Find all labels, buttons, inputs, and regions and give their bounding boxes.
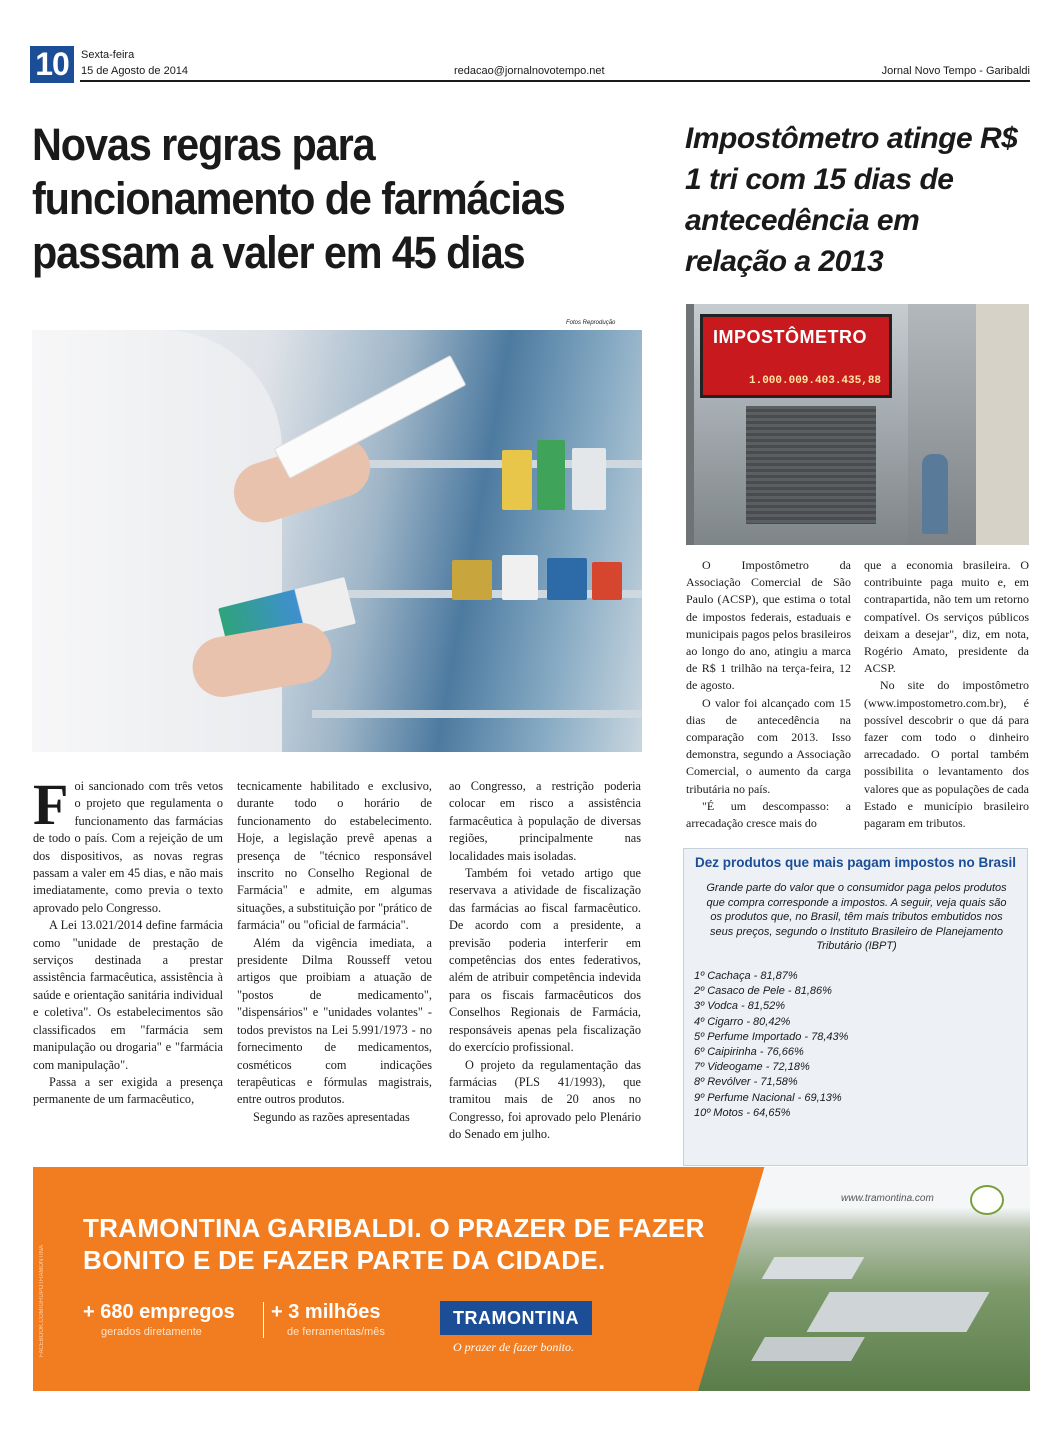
list-item: 6º Caipirinha - 76,66% <box>694 1046 804 1059</box>
product-list <box>694 969 848 1121</box>
photo-shelf <box>312 710 642 718</box>
header-date: 15 de Agosto de 2014 <box>81 65 189 77</box>
page-number: 10 <box>30 46 74 83</box>
photo-roof <box>762 1257 865 1279</box>
side-article-paragraph: No site do impostômetro (www.impostometro.com.br), é possível descobrir o que dá para fazer com todo o dinheiro arrecadado. O portal também possibilita o levantamento dos valores que as populações de cada Estado e município brasileiro pagaram em tributos. <box>864 678 1029 831</box>
list-item: 7º Videogame - 72,18% <box>694 1061 810 1074</box>
side-article-column-2 <box>864 557 1029 832</box>
list-item: 3º Vodca - 81,52% <box>694 1000 786 1013</box>
tramontina-ad[interactable] <box>33 1167 1030 1391</box>
main-article-paragraph: ao Congresso, a restrição poderia colocar em risco a assistência farmacêutica à população de diversas regiões, principalmente nas localidades mais isoladas. <box>449 779 641 863</box>
photo-credit: Fotos Reprodução <box>566 320 616 326</box>
box-intro: Grande parte do valor que o consumidor paga pelos produtos que compra corresponde a impostos. A seguir, veja quais são os produtos que, no Brasil, têm mais tributos embutidos nos seus preços, segundo o Instituto Brasileiro de Planejamento Tributário (IBPT) <box>706 882 1007 952</box>
ad-stat-value: + 680 empregos <box>83 1301 235 1323</box>
ad-stat-caption: de ferramentas/mês <box>287 1326 385 1338</box>
photo-product <box>502 450 532 510</box>
main-headline: Novas regras para funcionamento de farmácias passam a valer em 45 dias <box>32 119 565 278</box>
main-article-column-2 <box>237 778 432 1126</box>
photo-roof <box>751 1337 865 1361</box>
header-paper-name: Jornal Novo Tempo - Garibaldi <box>881 65 1030 77</box>
photo-shutter <box>746 406 876 524</box>
ad-stat-divider <box>263 1302 264 1338</box>
side-headline: Impostômetro atinge R$ 1 tri com 15 dias de antecedência em relação a 2013 <box>685 122 1018 278</box>
tramontina-logo[interactable]: TRAMONTINA <box>440 1301 592 1335</box>
impostometro-photo <box>686 304 1029 545</box>
list-item: 5º Perfume Importado - 78,43% <box>694 1030 849 1043</box>
side-article-column-1 <box>686 557 851 832</box>
side-article-paragraph: "É um descompasso: a arrecadação cresce mais do <box>686 798 851 831</box>
main-article-column-3 <box>449 778 641 1144</box>
ad-url-link[interactable]: www.tramontina.com <box>841 1193 934 1204</box>
photo-product <box>502 555 538 600</box>
side-article-paragraph: que a economia brasileira. O contribuinte paga muito e, em contrapartida, não tem um retorno compatível. Os serviços públicos deixam a desejar", diz, em nota, Rogério Amato, presidente da ACSP. <box>864 558 1029 676</box>
side-article-paragraph: O Impostômetro da Associação Comercial de São Paulo (ACSP), que estima o total de impostos federais, estaduais e municipais pagos pelos brasileiros ao longo do ano, atingiu a marca de R$ 1 trilhão na terça-feira, 12 de agosto. <box>686 558 851 693</box>
impostometro-panel <box>700 314 892 398</box>
main-article-column-1 <box>33 772 223 1109</box>
main-article-paragraph: O projeto da regulamentação das farmácias (PLS 41/1993), que tramitou mais de 20 anos no Congresso, foi aprovado pelo Plenário do Senado em julho. <box>449 1057 641 1142</box>
top-ten-box <box>683 848 1028 1166</box>
ad-tagline: O prazer de fazer bonito. <box>453 1340 574 1354</box>
photo-product <box>452 560 492 600</box>
side-article-paragraph: O valor foi alcançado com 15 dias de antecedência na comparação com 2013. Isso demonstra, segundo a Associação Comercial, o aumento da carga tributária no país. <box>686 695 851 796</box>
page-header <box>30 46 1030 84</box>
box-title: Dez produtos que mais pagam impostos no Brasil <box>694 855 1017 870</box>
photo-product <box>592 562 622 600</box>
header-divider <box>80 80 1030 82</box>
header-email-link[interactable]: redacao@jornalnovotempo.net <box>454 65 605 77</box>
photo-product <box>547 558 587 600</box>
photo-roof <box>806 1292 989 1332</box>
list-item: 1º Cachaça - 81,87% <box>694 970 798 982</box>
list-item: 10º Motos - 64,65% <box>694 1106 791 1119</box>
panel-title: IMPOSTÔMETRO <box>713 327 867 347</box>
list-item: 9º Perfume Nacional - 69,13% <box>694 1091 842 1104</box>
pharmacy-photo <box>32 330 642 752</box>
ad-stat-value: + 3 milhões <box>271 1301 381 1323</box>
main-article-paragraph: Além da vigência imediata, a presidente Dilma Rousseff vetou artigos que proibiam a atuação de "postos de medicamento", "dispensários" e "unidades volantes" - todos previstos na Lei 5.991/1973 - no fornecimento de medicamentos, cosméticos com indicações terapêuticas e fórmulas magistrais, entre outros produtos. <box>237 935 432 1107</box>
ad-headline-line: TRAMONTINA GARIBALDI. O PRAZER DE FAZER <box>83 1213 705 1243</box>
photo-building <box>976 304 1029 545</box>
photo-product <box>537 440 565 510</box>
list-item: 4º Cigarro - 80,42% <box>694 1015 791 1028</box>
ad-stat-jobs <box>83 1301 235 1338</box>
main-article-paragraph: oi sancionado com três vetos o projeto que regulamenta o funcionamento das farmácias de todo o país. Com a rejeição de um dos dispositivos, as novas regras passam a valer em 45 dias, e não mais imediatamente, como previa o texto aprovado pelo Congresso. <box>33 779 223 915</box>
photo-product <box>572 448 606 510</box>
drop-cap: F <box>33 772 69 837</box>
main-article-paragraph: Segundo as razões apresentadas <box>253 1109 410 1124</box>
main-article-paragraph: A Lei 13.021/2014 define farmácia como "unidade de prestação de serviços destinada a prestar assistência farmacêutica, assistência à saúde e orientação sanitária individual e coletiva". Os estabelecimentos são classificados em "farmácia sem manipulação ou drogaria" e "farmácia com manipulação". <box>33 918 223 1072</box>
header-day: Sexta-feira <box>81 49 135 61</box>
seal-icon <box>970 1185 1004 1215</box>
ad-headline-line: BONITO E DE FAZER PARTE DA CIDADE. <box>83 1245 606 1275</box>
main-article-paragraph: tecnicamente habilitado e exclusivo, durante todo o horário de funcionamento do estabelecimento. Hoje, a legislação prevê apenas a presença de "técnico responsável inscrito no Conselho Regional de Farmácia" e admite, em algumas situações, a substituição por "prático de farmácia" ou "oficial de farmácia". <box>237 779 432 933</box>
photo-pedestrian <box>922 454 948 534</box>
ad-side-text: FACEBOOK.COM/GRUPOTRAMONTINA <box>39 1244 45 1357</box>
ad-headline <box>83 1212 743 1276</box>
photo-building <box>686 304 694 545</box>
panel-counter: 1.000.009.403.435,88 <box>749 375 882 387</box>
main-article-paragraph: Também foi vetado artigo que reservava a atividade de fiscalização das farmácias ao fiscal farmacêutico. De acordo com a presidente, a previsão poderia interferir em competências dos entes federativos, além de atribuir competência indevida para os fiscais farmacêuticos dos Conselhos Regionais de Farmácia, responsáveis apenas pela fiscalização do exercício profissional. <box>449 866 641 1055</box>
ad-stat-tools <box>271 1301 385 1338</box>
list-item: 2º Casaco de Pele - 81,86% <box>694 985 832 998</box>
list-item: 8º Revólver - 71,58% <box>694 1076 798 1089</box>
main-article-paragraph: Passa a ser exigida a presença permanente de um farmacêutico, <box>33 1074 223 1107</box>
ad-stat-caption: gerados diretamente <box>101 1326 202 1338</box>
